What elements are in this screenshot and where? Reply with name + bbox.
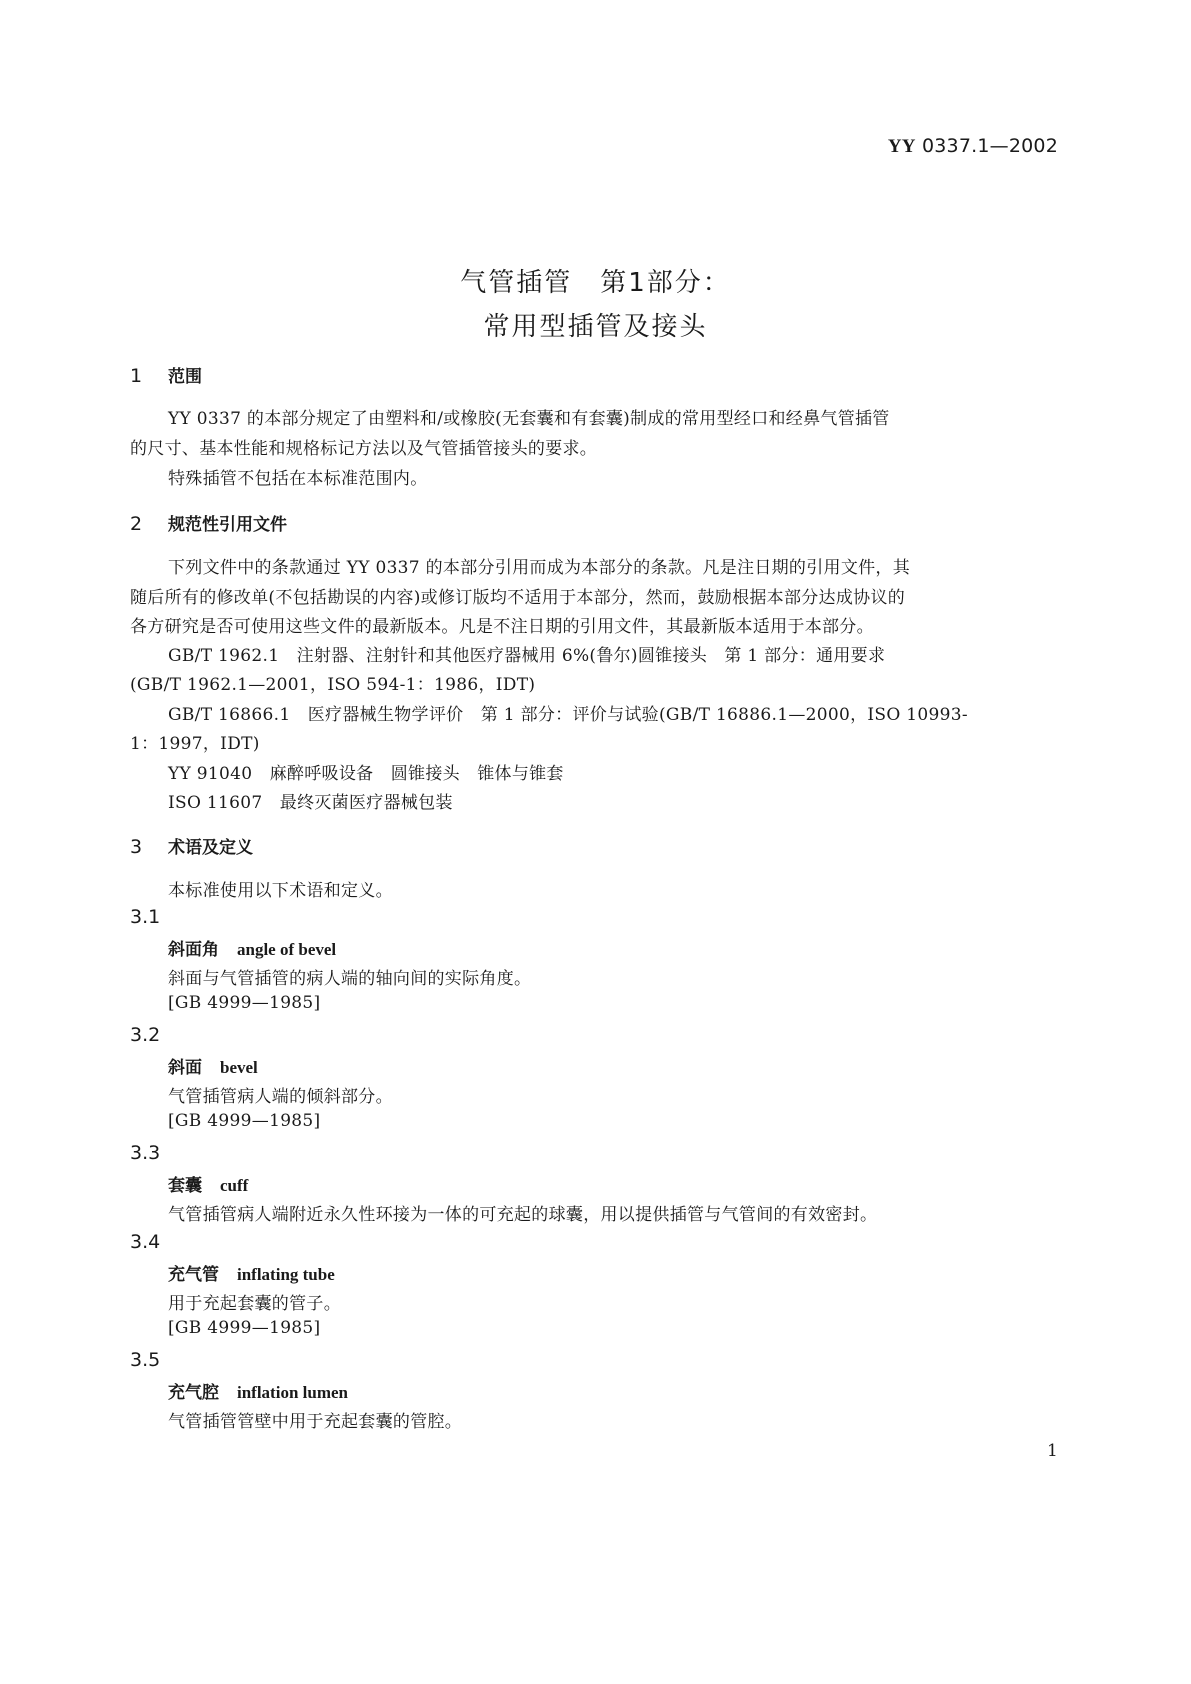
term-english: inflating tube (237, 1265, 335, 1284)
clause-number: 3.3 (130, 1142, 161, 1164)
clause-number: 3.1 (130, 906, 161, 928)
term-definition: 气管插管管壁中用于充起套囊的管腔。 (168, 1412, 463, 1432)
reference-line: GB/T 1962.1 注射器、注射针和其他医疗器械用 6%(鲁尔)圆锥接头 第 1 部分：通用要求 (168, 646, 886, 666)
document-title-line1: 气管插管 第1部分： (460, 268, 731, 298)
reference-line: (GB/T 1962.1—2001，ISO 594-1：1986，IDT) (130, 675, 536, 695)
clause-number: 3.4 (130, 1231, 161, 1253)
paragraph-line: 各方研究是否可使用这些文件的最新版本。凡是不注日期的引用文件，其最新版本适用于本部分。 (130, 617, 874, 637)
paragraph-line: 特殊插管不包括在本标准范围内。 (168, 469, 428, 489)
section-title: 术语及定义 (168, 838, 253, 858)
term-chinese: 斜面角 (168, 940, 219, 960)
standard-code-prefix: YY (887, 136, 916, 157)
term-english: inflation lumen (237, 1383, 348, 1402)
term-definition: 用于充起套囊的管子。 (168, 1294, 341, 1314)
section-title: 范围 (168, 367, 202, 387)
clause-number: 3.2 (130, 1024, 161, 1046)
section-2-heading (130, 510, 287, 535)
term-heading (168, 1378, 348, 1403)
term-definition: 气管插管病人端附近永久性环接为一体的可充起的球囊，用以提供插管与气管间的有效密封。 (168, 1205, 878, 1225)
term-source: [GB 4999—1985] (168, 1111, 321, 1131)
term-chinese: 充气腔 (168, 1383, 219, 1403)
page-number: 1 (1047, 1441, 1058, 1461)
term-heading (168, 1171, 248, 1196)
term-source: [GB 4999—1985] (168, 993, 321, 1013)
paragraph-line: 下列文件中的条款通过 YY 0337 的本部分引用而成为本部分的条款。凡是注日期的引用文件，其 (168, 558, 911, 578)
term-chinese: 套囊 (168, 1176, 202, 1196)
paragraph-line: YY 0337 的本部分规定了由塑料和/或橡胶(无套囊和有套囊)制成的常用型经口和经鼻气管插管 (168, 409, 890, 429)
term-definition: 斜面与气管插管的病人端的轴向间的实际角度。 (168, 969, 532, 989)
paragraph-line: 的尺寸、基本性能和规格标记方法以及气管插管接头的要求。 (130, 439, 598, 459)
section-number: 3 (130, 836, 143, 858)
standard-code (888, 135, 1058, 158)
term-chinese: 斜面 (168, 1058, 202, 1078)
reference-line: GB/T 16866.1 医疗器械生物学评价 第 1 部分：评价与试验(GB/T 16886.1—2000，ISO 10993- (168, 705, 968, 725)
section-number: 1 (130, 365, 143, 387)
section-number: 2 (130, 513, 143, 535)
term-definition: 气管插管病人端的倾斜部分。 (168, 1087, 393, 1107)
reference-line: YY 91040 麻醉呼吸设备 圆锥接头 锥体与锥套 (168, 764, 564, 784)
term-heading (168, 935, 336, 960)
section-3-heading (130, 833, 253, 858)
section-1-heading (130, 362, 202, 387)
term-chinese: 充气管 (168, 1265, 219, 1285)
reference-line: ISO 11607 最终灭菌医疗器械包装 (168, 793, 453, 813)
term-english: angle of bevel (237, 940, 337, 959)
section-title: 规范性引用文件 (168, 515, 287, 535)
term-heading (168, 1260, 335, 1285)
term-english: bevel (220, 1058, 258, 1077)
term-source: [GB 4999—1985] (168, 1318, 321, 1338)
clause-number: 3.5 (130, 1349, 161, 1371)
term-heading (168, 1053, 258, 1078)
reference-line: 1：1997，IDT) (130, 734, 260, 754)
term-english: cuff (220, 1176, 249, 1195)
standard-code-number: 0337.1—2002 (915, 135, 1058, 157)
paragraph-line: 随后所有的修改单(不包括勘误的内容)或修订版均不适用于本部分，然而，鼓励根据本部分达成协议的 (130, 588, 906, 608)
document-title-line2: 常用型插管及接头 (483, 312, 708, 342)
paragraph-line: 本标准使用以下术语和定义。 (168, 881, 393, 901)
